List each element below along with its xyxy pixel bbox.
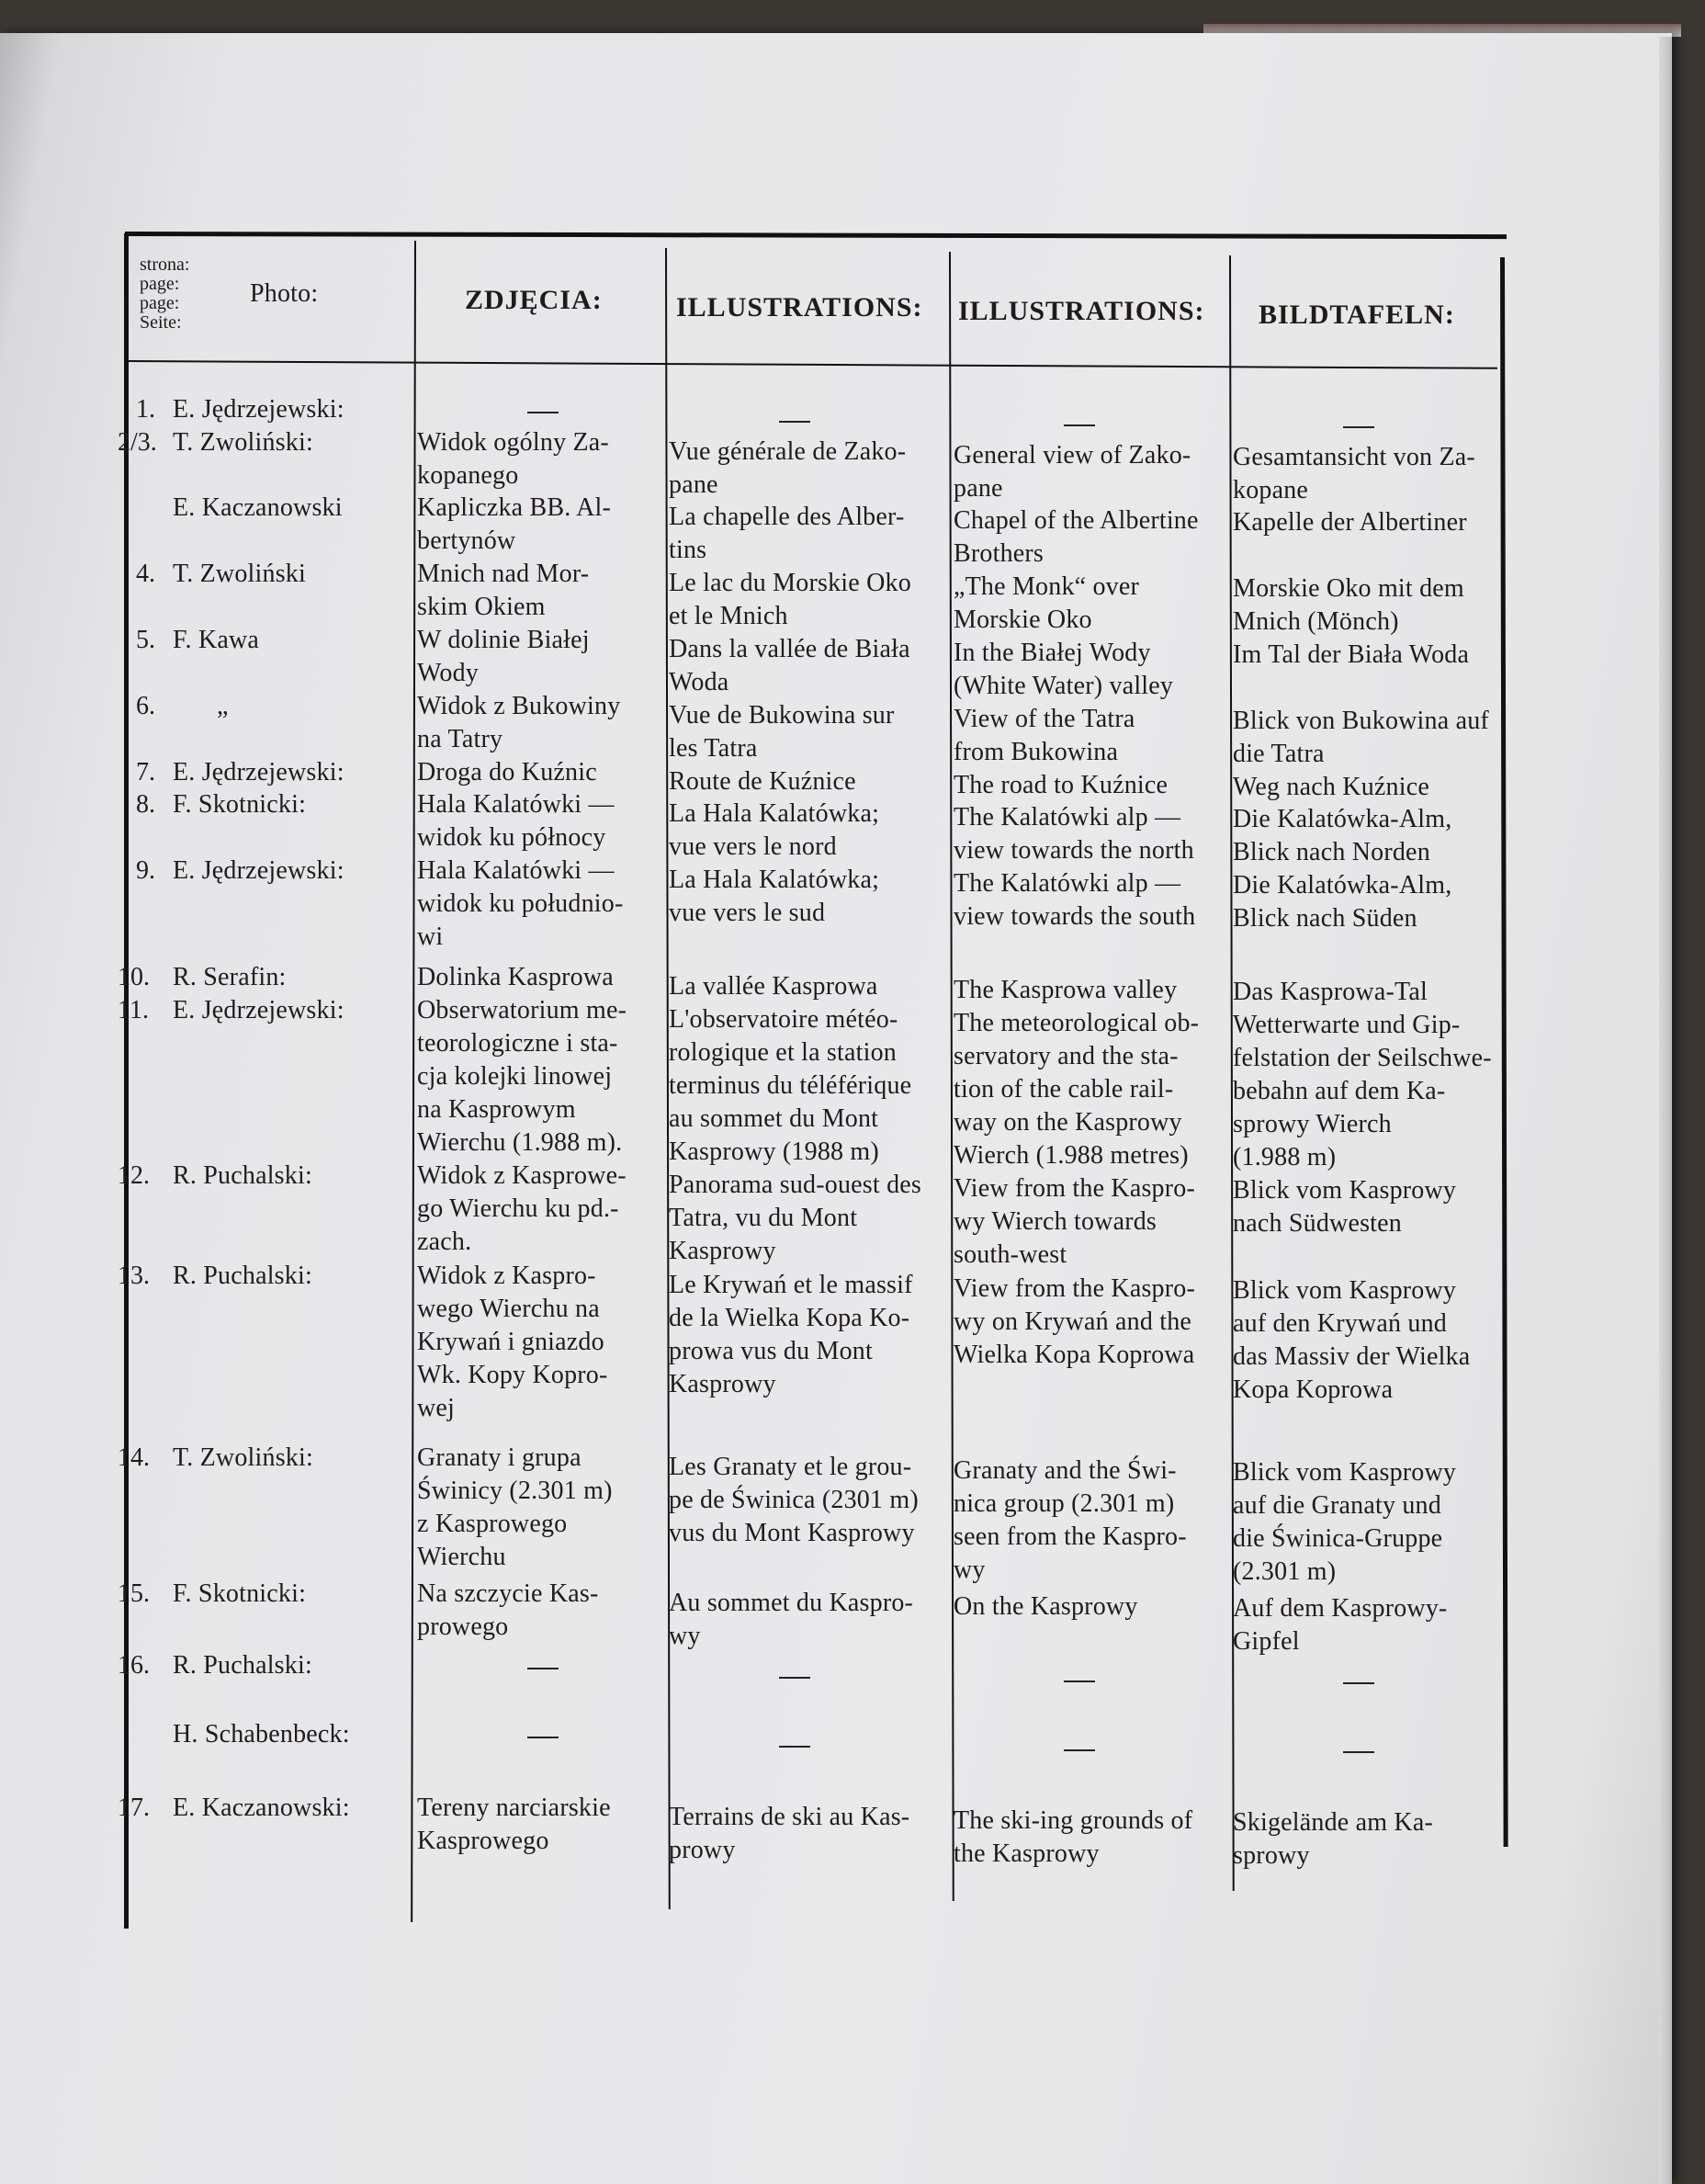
cell-fr-line: Kasprowy (1988 m) [669, 1137, 879, 1166]
page-label-fr: page: [140, 274, 180, 294]
cell-en-line: View of the Tatra [954, 705, 1135, 733]
cell-pl-line: Widok ogólny Za- [417, 428, 609, 457]
cell-fr-line: wy [669, 1622, 701, 1650]
cell-en-line: pane [954, 474, 1003, 503]
cell-pl-line: teorologiczne i sta- [417, 1029, 618, 1058]
photo-header: Photo: [250, 279, 319, 308]
cell-pl-line: Granaty i grupa [417, 1443, 582, 1472]
cell-pl-line: Kasprowego [417, 1827, 549, 1855]
cell-de-line: Blick nach Norden [1233, 838, 1430, 866]
cell-en-line: On the Kasprowy [954, 1592, 1138, 1621]
cell-pl-line: zach. [417, 1228, 472, 1256]
page-label-de: Seite: [140, 312, 182, 333]
cell-pl-line: W dolinie Białej [417, 626, 590, 654]
cell-fr-line: vus du Mont Kasprowy [669, 1519, 915, 1547]
page-label-pl: strona: [140, 255, 190, 275]
cell-pl-line: Wierchu (1.988 m). [417, 1128, 623, 1157]
cell-en-line: servatory and the sta- [954, 1042, 1179, 1070]
cell-en-line: The Kalatówki alp — [954, 803, 1181, 832]
cell-de-line: Kapelle der Albertiner [1233, 508, 1467, 537]
row-page-number: 16. [118, 1651, 150, 1680]
cell-de-line: Blick von Bukowina auf [1233, 707, 1489, 735]
page-label-en: page: [140, 293, 180, 313]
row-page-number: 8. [136, 790, 155, 819]
cell-de-line: Auf dem Kasprowy- [1233, 1594, 1448, 1623]
cell-fr-line: Terrains de ski au Kas- [669, 1803, 910, 1831]
header-illustrations-en: ILLUSTRATIONS: [958, 296, 1205, 326]
row-page-number: 1. [136, 395, 155, 424]
cell-pl-line: z Kasprowego [417, 1510, 568, 1538]
row-photographer: R. Puchalski: [173, 1651, 312, 1680]
row-photographer: F. Skotnicki: [173, 1579, 307, 1608]
cell-fr-line: La Hala Kalatówka; [669, 799, 880, 828]
row-photographer: „ [217, 692, 229, 720]
empty-cell-dash [1343, 1682, 1374, 1684]
cell-pl-line: prowego [417, 1613, 509, 1641]
empty-cell-dash [527, 412, 559, 413]
cell-de-line: Gesamtansicht von Za- [1233, 443, 1475, 471]
row-photographer: E. Kaczanowski [173, 493, 343, 522]
row-page-number: 7. [136, 758, 155, 786]
cell-pl-line: wi [417, 922, 444, 951]
cell-de-line: Im Tal der Biała Woda [1233, 640, 1470, 669]
cell-fr-line: vue vers le sud [669, 899, 826, 927]
cell-en-line: General view of Zako- [954, 441, 1191, 470]
cell-en-line: Morskie Oko [954, 605, 1092, 634]
empty-cell-dash [527, 1737, 559, 1738]
cell-fr-line: L'observatoire météo- [669, 1005, 898, 1034]
cell-fr-line: Panorama sud-ouest des [669, 1171, 922, 1199]
cell-de-line: Blick vom Kasprowy [1233, 1458, 1457, 1487]
cell-pl-line: Droga do Kuźnic [417, 758, 597, 786]
row-photographer: R. Serafin: [173, 963, 287, 991]
cell-pl-line: Tereny narciarskie [417, 1794, 611, 1822]
cell-fr-line: Kasprowy [669, 1370, 776, 1398]
cell-pl-line: Krywań i gniazdo [417, 1328, 604, 1356]
cell-fr-line: Woda [669, 668, 729, 696]
row-page-number: 13. [118, 1262, 150, 1290]
cell-fr-line: Vue générale de Zako- [669, 437, 907, 466]
cell-de-line: auf den Krywań und [1233, 1309, 1447, 1338]
cell-en-line: Wielka Kopa Koprowa [954, 1341, 1195, 1369]
empty-cell-dash [779, 1746, 810, 1748]
cell-pl-line: Kapliczka BB. Al- [417, 493, 612, 522]
cell-en-line: wy Wierch towards [954, 1207, 1157, 1236]
cell-fr-line: La chapelle des Alber- [669, 503, 905, 531]
empty-cell-dash [1343, 1751, 1374, 1753]
cell-en-line: Chapel of the Albertine [954, 506, 1199, 535]
cell-en-line: The ski-ing grounds of [954, 1806, 1193, 1835]
cell-en-line: seen from the Kaspro- [954, 1522, 1187, 1551]
cell-en-line: In the Białej Wody [954, 639, 1151, 667]
cell-fr-line: de la Wielka Kopa Ko- [669, 1304, 910, 1332]
cell-pl-line: Obserwatorium me- [417, 996, 627, 1024]
cell-pl-line: Wk. Kopy Kopro- [417, 1361, 608, 1389]
cell-en-line: view towards the south [954, 902, 1196, 931]
row-page-number: 4. [136, 560, 155, 588]
cell-en-line: Wierch (1.988 metres) [954, 1141, 1189, 1170]
cell-en-line: View from the Kaspro- [954, 1174, 1195, 1203]
cell-fr-line: pe de Świnica (2301 m) [669, 1486, 919, 1514]
cell-fr-line: vue vers le nord [669, 832, 837, 861]
cell-pl-line: na Tatry [417, 725, 503, 753]
cell-de-line: Gipfel [1233, 1627, 1300, 1656]
cell-pl-line: skim Okiem [417, 593, 546, 621]
cell-fr-line: Au sommet du Kaspro- [669, 1589, 914, 1617]
row-page-number: 5. [136, 626, 155, 654]
cell-pl-line: wej [417, 1394, 456, 1422]
row-page-number: 17. [118, 1794, 150, 1822]
row-photographer: E. Jędrzejewski: [173, 758, 344, 786]
cell-en-line: tion of the cable rail- [954, 1075, 1174, 1103]
row-photographer: F. Kawa [173, 626, 260, 654]
row-page-number: 11. [118, 996, 149, 1024]
cell-en-line: „The Monk“ over [954, 572, 1140, 601]
cell-pl-line: Widok z Kaspro- [417, 1262, 596, 1290]
cell-de-line: Blick nach Süden [1233, 904, 1417, 933]
cell-de-line: Wetterwarte und Gip- [1233, 1011, 1461, 1039]
empty-cell-dash [1064, 424, 1095, 426]
cell-de-line: Blick vom Kasprowy [1233, 1276, 1457, 1305]
cell-en-line: The Kasprowa valley [954, 976, 1178, 1004]
cell-pl-line: Mnich nad Mor- [417, 560, 590, 588]
row-photographer: E. Kaczanowski: [173, 1794, 350, 1822]
cell-pl-line: Widok z Kasprowe- [417, 1161, 627, 1190]
cell-en-line: wy [954, 1556, 986, 1584]
row-page-number: 10. [118, 963, 150, 991]
cell-pl-line: Hala Kalatówki — [417, 856, 615, 885]
cell-pl-line: bertynów [417, 526, 516, 555]
cell-fr-line: et le Mnich [669, 602, 788, 630]
cell-fr-line: prowa vus du Mont [669, 1337, 873, 1365]
cell-de-line: Weg nach Kuźnice [1233, 773, 1429, 801]
cell-de-line: sprowy [1233, 1841, 1310, 1870]
cell-fr-line: Tatra, vu du Mont [669, 1204, 858, 1232]
cell-en-line: the Kasprowy [954, 1839, 1100, 1868]
row-photographer: R. Puchalski: [173, 1161, 312, 1190]
row-photographer: T. Zwoliński: [173, 1443, 313, 1472]
cell-pl-line: cja kolejki linowej [417, 1062, 613, 1091]
cell-fr-line: Le Krywań et le massif [669, 1271, 913, 1299]
cell-pl-line: Wierchu [417, 1543, 506, 1571]
cell-fr-line: Route de Kuźnice [669, 767, 856, 796]
cell-pl-line: Wody [417, 659, 479, 687]
cell-de-line: kopane [1233, 476, 1309, 504]
cell-de-line: (1.988 m) [1233, 1143, 1337, 1171]
cell-fr-line: La vallée Kasprowa [669, 972, 878, 1001]
cell-de-line: die Świnica-Gruppe [1233, 1524, 1443, 1553]
cell-en-line: View from the Kaspro- [954, 1274, 1195, 1303]
cell-pl-line: na Kasprowym [417, 1095, 576, 1124]
cell-pl-line: Hala Kalatówki — [417, 790, 615, 819]
cell-fr-line: tins [669, 536, 707, 564]
cell-fr-line: pane [669, 470, 718, 499]
cell-de-line: nach Südwesten [1233, 1209, 1402, 1238]
row-photographer: E. Jędrzejewski: [173, 996, 344, 1024]
cell-de-line: (2.301 m) [1233, 1557, 1337, 1586]
cell-de-line: Blick vom Kasprowy [1233, 1176, 1457, 1205]
cell-pl-line: wego Wierchu na [417, 1295, 600, 1323]
cell-en-line: The road to Kuźnice [954, 771, 1169, 799]
row-page-number: 9. [136, 856, 155, 885]
page-edge [1659, 37, 1672, 2184]
cell-pl-line: kopanego [417, 461, 519, 490]
cell-en-line: nica group (2.301 m) [954, 1489, 1175, 1518]
cell-en-line: Brothers [954, 539, 1044, 568]
cell-pl-line: widok ku południo- [417, 889, 624, 918]
cell-pl-line: Widok z Bukowiny [417, 692, 621, 720]
row-photographer: E. Jędrzejewski: [173, 856, 344, 885]
empty-cell-dash [527, 1668, 559, 1669]
row-photographer: T. Zwoliński [173, 560, 306, 588]
row-photographer: H. Schabenbeck: [173, 1720, 350, 1748]
cell-de-line: bebahn auf dem Ka- [1233, 1077, 1446, 1105]
row-photographer: E. Jędrzejewski: [173, 395, 344, 424]
cell-pl-line: Dolinka Kasprowa [417, 963, 614, 991]
cell-fr-line: terminus du téléférique [669, 1071, 912, 1100]
empty-cell-dash [1064, 1749, 1095, 1751]
row-page-number: 14. [118, 1443, 150, 1472]
cell-fr-line: au sommet du Mont [669, 1104, 879, 1133]
header-illustrations-fr: ILLUSTRATIONS: [676, 292, 923, 323]
cell-de-line: sprowy Wierch [1233, 1110, 1392, 1138]
cell-de-line: Die Kalatówka-Alm, [1233, 805, 1452, 833]
cell-de-line: Kopa Koprowa [1233, 1375, 1394, 1404]
cell-fr-line: Les Granaty et le grou- [669, 1453, 912, 1481]
empty-cell-dash [779, 421, 810, 423]
cell-fr-line: prowy [669, 1836, 736, 1864]
cell-en-line: south-west [954, 1240, 1067, 1269]
cell-en-line: wy on Krywań and the [954, 1307, 1192, 1336]
row-page-number: 2/3. [118, 428, 157, 457]
cell-pl-line: widok ku północy [417, 823, 606, 852]
cell-de-line: Morskie Oko mit dem [1233, 574, 1464, 603]
cell-pl-line: Świnicy (2.301 m) [417, 1477, 613, 1505]
cell-fr-line: les Tatra [669, 734, 758, 763]
cell-pl-line: go Wierchu ku pd.- [417, 1194, 619, 1223]
cell-de-line: Mnich (Mönch) [1233, 607, 1399, 636]
cell-fr-line: Kasprowy [669, 1237, 776, 1265]
cell-en-line: The Kalatówki alp — [954, 869, 1181, 898]
cell-en-line: The meteorological ob- [954, 1009, 1200, 1037]
cell-de-line: felstation der Seilschwe- [1233, 1044, 1492, 1072]
cell-fr-line: La Hala Kalatówka; [669, 866, 880, 894]
cell-de-line: Das Kasprowa-Tal [1233, 978, 1428, 1006]
row-photographer: F. Skotnicki: [173, 790, 307, 819]
cell-fr-line: rologique et la station [669, 1038, 897, 1067]
row-page-number: 6. [136, 692, 155, 720]
cell-de-line: Skigelände am Ka- [1233, 1808, 1433, 1837]
cell-de-line: auf die Granaty und [1233, 1491, 1441, 1520]
empty-cell-dash [1343, 426, 1374, 428]
cell-pl-line: Na szczycie Kas- [417, 1579, 599, 1608]
cell-en-line: from Bukowina [954, 738, 1119, 766]
row-page-number: 12. [118, 1161, 150, 1190]
cell-en-line: Granaty and the Świ- [954, 1456, 1177, 1485]
cell-fr-line: Le lac du Morskie Oko [669, 569, 911, 597]
cell-en-line: (White Water) valley [954, 672, 1174, 700]
cell-de-line: Die Kalatówka-Alm, [1233, 871, 1452, 900]
cell-de-line: die Tatra [1233, 740, 1325, 768]
cell-de-line: das Massiv der Wielka [1233, 1342, 1471, 1371]
header-zdjecia: ZDJĘCIA: [465, 285, 603, 315]
empty-cell-dash [1064, 1680, 1095, 1682]
cell-fr-line: Vue de Bukowina sur [669, 701, 895, 730]
row-photographer: T. Zwoliński: [173, 428, 313, 457]
empty-cell-dash [779, 1677, 810, 1679]
row-photographer: R. Puchalski: [173, 1262, 312, 1290]
header-bildtafeln: BILDTAFELN: [1259, 300, 1455, 330]
cell-en-line: view towards the north [954, 836, 1194, 865]
cell-en-line: way on the Kasprowy [954, 1108, 1182, 1137]
cell-fr-line: Dans la vallée de Biała [669, 635, 910, 663]
row-page-number: 15. [118, 1579, 150, 1608]
